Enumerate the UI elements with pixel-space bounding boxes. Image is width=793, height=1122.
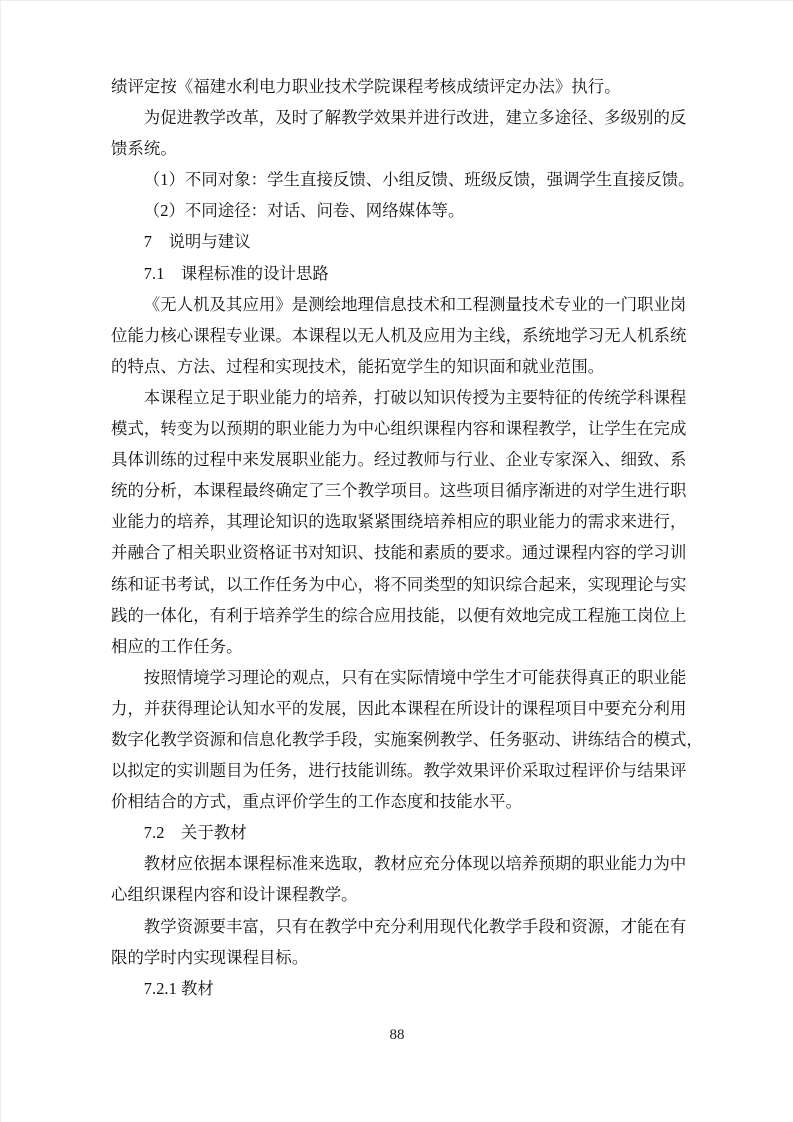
- page-number: 88: [389, 1027, 405, 1043]
- text-line: 为促进教学改革，及时了解教学效果并进行改进，建立多途径、多级别的反: [143, 108, 687, 128]
- text-line: 并融合了相关职业资格证书对知识、技能和素质的要求。通过课程内容的学习训: [111, 543, 687, 563]
- text-line: 位能力核心课程专业课。本课程以无人机及应用为主线，系统地学习无人机系统: [111, 325, 687, 345]
- text-line: 具体训练的过程中来发展职业能力。经过教师与行业、企业专家深入、细致、系: [111, 450, 687, 470]
- text-line: 相应的工作任务。: [111, 636, 243, 656]
- text-line: 练和证书考试，以工作任务为中心，将不同类型的知识综合起来，实现理论与实: [111, 574, 687, 594]
- text-line: 馈系统。: [111, 139, 177, 159]
- text-line: 以拟定的实训题目为任务，进行技能训练。教学效果评价采取过程评价与结果评: [111, 761, 687, 781]
- heading-line: 7.2 关于教材: [143, 823, 247, 843]
- text-line: 的特点、方法、过程和实现技术，能拓宽学生的知识面和就业范围。: [111, 356, 605, 376]
- text-line: 践的一体化，有利于培养学生的综合应用技能，以便有效地完成工程施工岗位上: [111, 605, 687, 625]
- text-line: 按照情境学习理论的观点，只有在实际情境中学生才可能获得真正的职业能: [143, 667, 687, 687]
- text-line: 数字化教学资源和信息化教学手段，实施案例教学、任务驱动、讲练结合的模式，: [111, 729, 703, 749]
- text-line: 统的分析，本课程最终确定了三个教学项目。这些项目循序渐进的对学生进行职: [111, 481, 687, 501]
- heading-line: 7.2.1 教材: [143, 978, 214, 998]
- text-line: 绩评定按《福建水利电力职业技术学院课程考核成绩评定办法》执行。: [111, 77, 621, 96]
- text-line: 力，并获得理论认知水平的发展，因此本课程在所设计的课程项目中要充分利用: [111, 698, 687, 718]
- text-line: 业能力的培养，其理论知识的选取紧紧围绕培养相应的职业能力的需求来进行，: [111, 512, 687, 532]
- text-line: 教材应依据本课程标准来选取，教材应充分体现以培养预期的职业能力为中: [143, 854, 687, 874]
- text-line: 模式，转变为以预期的职业能力为中心组织课程内容和课程教学，让学生在完成: [111, 419, 687, 439]
- text-line: 心组织课程内容和设计课程教学。: [111, 885, 358, 905]
- text-line: （2）不同途径：对话、问卷、网络媒体等。: [143, 201, 465, 221]
- text-line: 《无人机及其应用》是测绘地理信息技术和工程测量技术专业的一门职业岗: [143, 294, 687, 314]
- text-line: 价相结合的方式，重点评价学生的工作态度和技能水平。: [111, 792, 523, 812]
- text-line: 本课程立足于职业能力的培养，打破以知识传授为主要特征的传统学科课程: [143, 387, 687, 407]
- heading-line: 7 说明与建议: [143, 232, 251, 252]
- text-line: 限的学时内实现课程目标。: [111, 947, 309, 967]
- text-line: （1）不同对象：学生直接反馈、小组反馈、班级反馈，强调学生直接反馈。: [143, 170, 695, 190]
- text-line: 教学资源要丰富，只有在教学中充分利用现代化教学手段和资源，才能在有: [143, 916, 687, 936]
- document-body: [111, 71, 703, 1004]
- heading-line: 7.1 课程标准的设计思路: [143, 263, 329, 283]
